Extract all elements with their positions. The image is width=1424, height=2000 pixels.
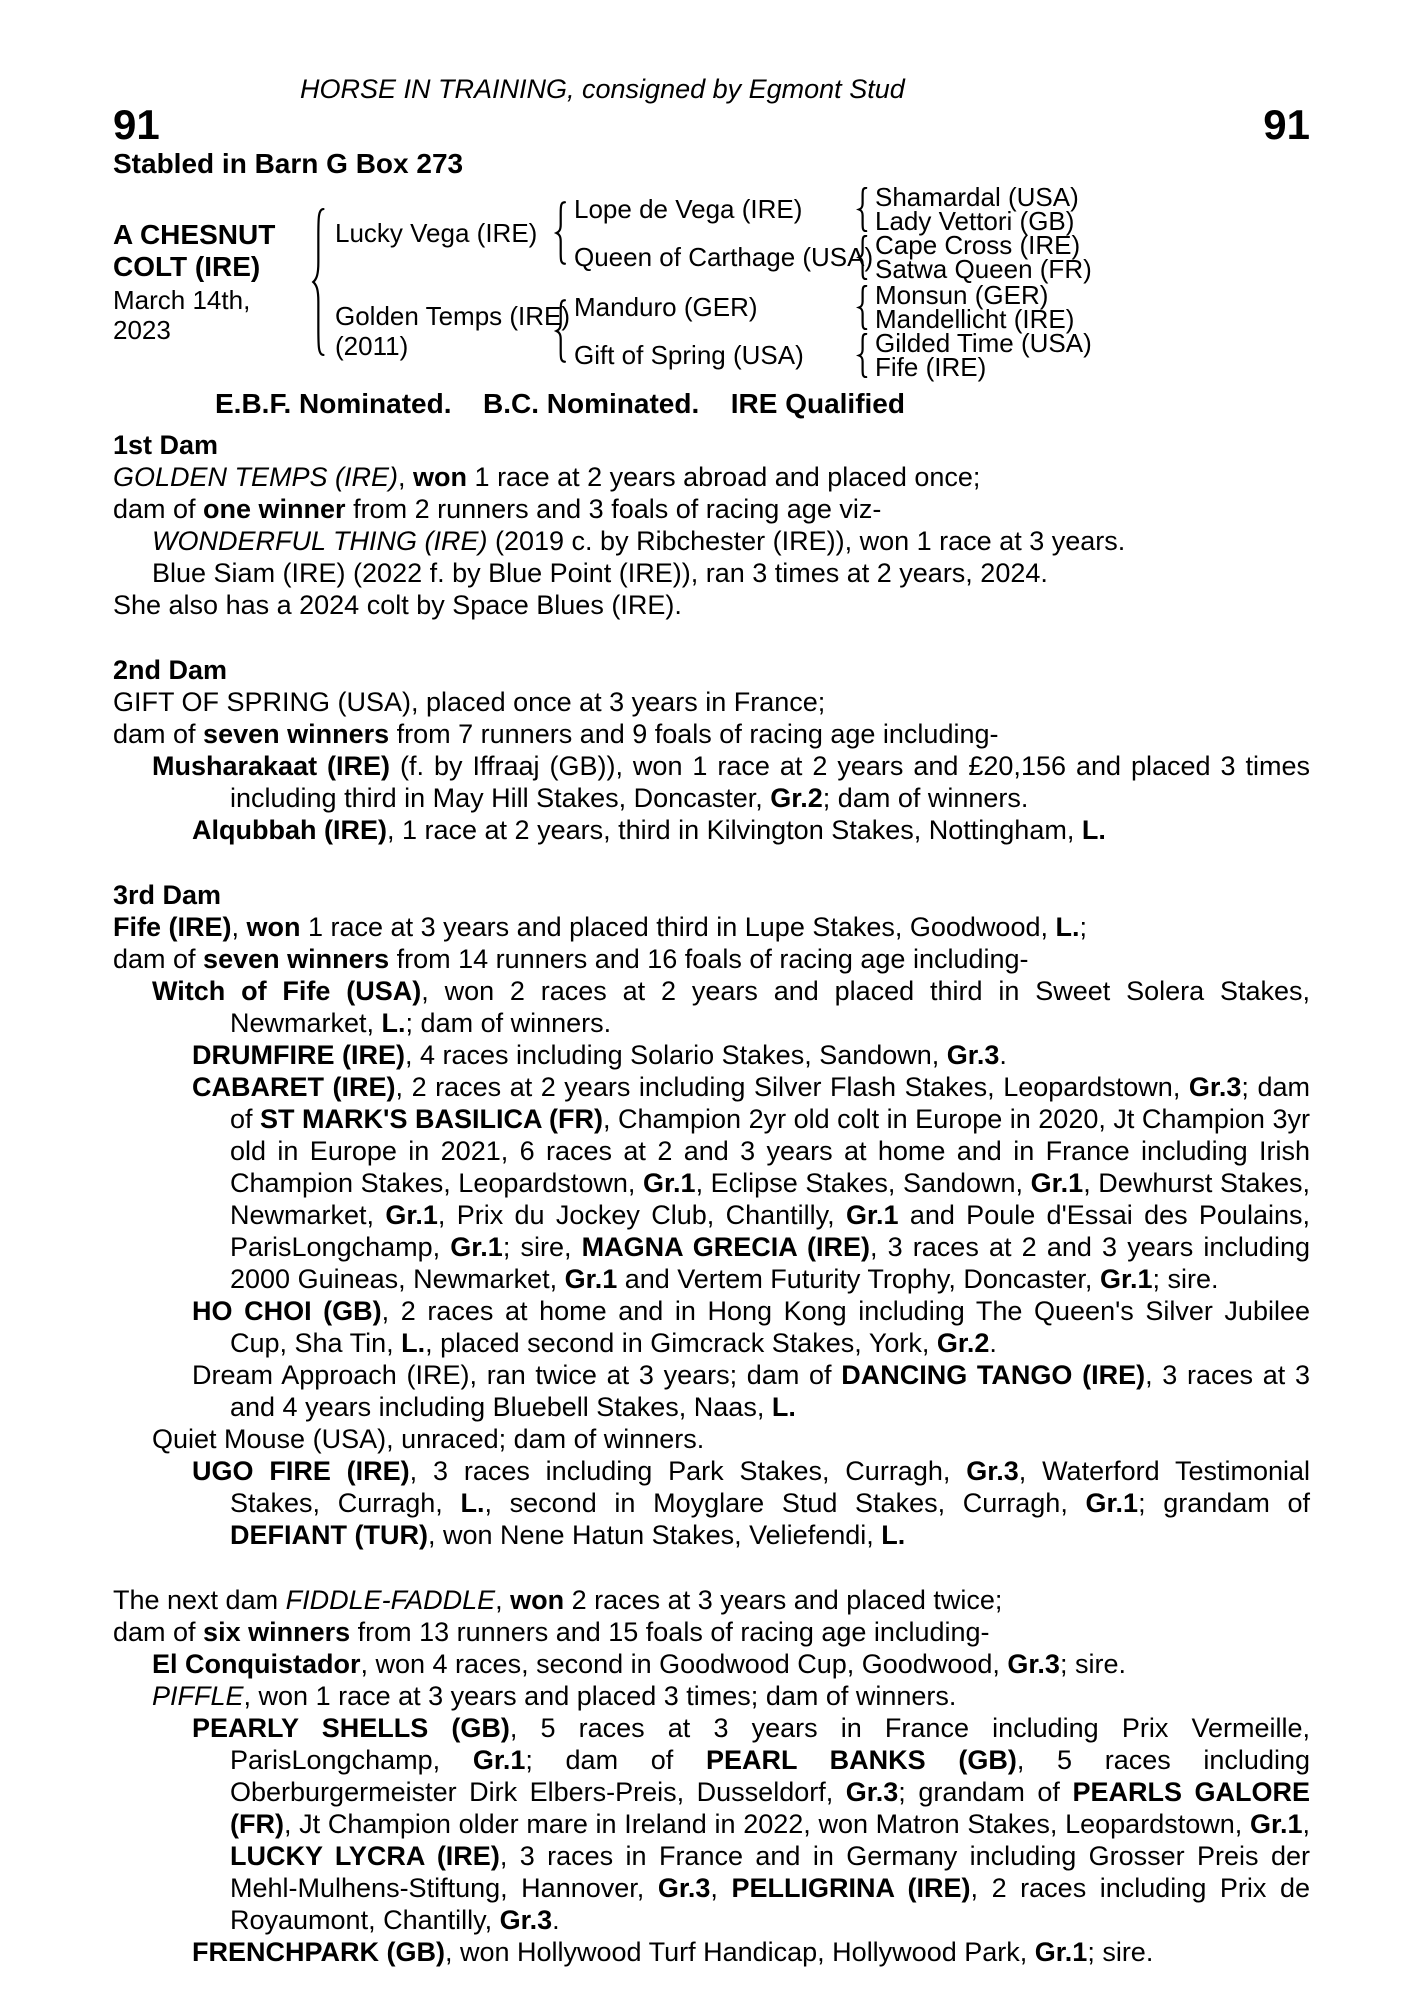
text-segment: , 3 races in France and in Germany including Grosser Preis der Mehl-Mulhens-Stiftung, Hannover, — [230, 1841, 1310, 1903]
ebf-nomination: E.B.F. Nominated. — [215, 388, 452, 419]
text-segment: Gr.1 — [643, 1168, 696, 1198]
text-segment: PIFFLE — [152, 1681, 244, 1711]
text-segment: PEARLS GALORE (FR) — [230, 1777, 1310, 1839]
text-segment: won — [246, 912, 301, 942]
catalogue-paragraph — [113, 589, 1310, 621]
catalogue-paragraph — [113, 1584, 1310, 1616]
text-segment: Gr.3 — [499, 1905, 553, 1935]
text-segment: FRENCHPARK (GB) — [192, 1937, 445, 1967]
dam-name — [335, 301, 571, 361]
text-segment: won — [510, 1585, 565, 1615]
text-segment: L. — [881, 1520, 906, 1550]
brace-icon — [856, 333, 868, 378]
text-segment: Gr.1 — [1249, 1809, 1303, 1839]
text-segment: , won 2 races at 2 years and placed third in Sweet Solera Stakes, Newmarket, — [230, 976, 1310, 1038]
text-segment: dam of — [113, 1617, 204, 1647]
text-segment: HO CHOI (GB) — [192, 1296, 382, 1326]
dam-section — [113, 879, 1310, 1551]
text-segment: L. — [1081, 815, 1106, 845]
bc-nomination: B.C. Nominated. — [482, 388, 700, 419]
catalogue-paragraph — [113, 911, 1310, 943]
text-segment: , — [710, 1873, 732, 1903]
catalogue-paragraph — [113, 686, 1310, 718]
text-segment: Dream Approach (IRE), ran twice at 3 years; dam of — [192, 1360, 842, 1390]
text-segment: DEFIANT (TUR) — [230, 1520, 428, 1550]
text-segment: Witch of Fife (USA) — [152, 976, 422, 1006]
paternal-grandsire-branch — [574, 182, 1092, 236]
text-segment: PELLIGRINA (IRE) — [731, 1873, 971, 1903]
sire-name: Lucky Vega (IRE) — [335, 218, 538, 248]
text-segment: 1 race at 3 years and placed third in Lupe Stakes, Goodwood, — [300, 912, 1056, 942]
text-segment: , won 4 races, second in Goodwood Cup, Goodwood, — [360, 1649, 1008, 1679]
catalogue-paragraph — [113, 1423, 1310, 1455]
text-segment: GIFT OF SPRING (USA), placed once at 3 years in France; — [113, 687, 826, 717]
catalogue-paragraph — [113, 1359, 1310, 1423]
text-segment: ; dam of winners. — [405, 1008, 612, 1038]
text-segment: L. — [1055, 912, 1080, 942]
text-segment: She also has a 2024 colt by Space Blues (IRE). — [113, 590, 682, 620]
text-segment: ; dam of winners. — [822, 783, 1029, 813]
text-segment: Gr.1 — [450, 1232, 503, 1262]
subject-foaling-date: March 14th, 2023 — [113, 285, 251, 345]
text-segment: Gr.1 — [1099, 1264, 1153, 1294]
great-granddam-name: Lady Vettori (GB) — [875, 206, 1075, 236]
text-segment: Gr.1 — [1085, 1488, 1139, 1518]
great-grandsire-name: Shamardal (USA) — [875, 182, 1079, 212]
dam-section-heading: 1st Dam — [113, 430, 219, 460]
text-segment: , won Nene Hatun Stakes, Veliefendi, — [427, 1520, 882, 1550]
text-segment: ST MARK'S BASILICA (FR) — [260, 1104, 603, 1134]
paternal-granddam-branch — [574, 230, 1092, 284]
text-segment: ; dam of — [525, 1745, 706, 1775]
text-segment: 1 race at 2 years abroad and placed once; — [467, 462, 981, 492]
catalogue-paragraph — [113, 525, 1310, 557]
text-segment: DANCING TANGO (IRE) — [841, 1360, 1146, 1390]
text-segment: Alqubbah (IRE) — [192, 815, 387, 845]
subject-name — [113, 219, 309, 283]
text-segment: , placed second in Gimcrack Stakes, York, — [425, 1328, 937, 1358]
text-segment: . — [999, 1040, 1007, 1070]
text-segment: L. — [401, 1328, 426, 1358]
text-segment: Gr.3 — [946, 1040, 1000, 1070]
text-segment: won — [413, 462, 468, 492]
pedigree-table — [113, 182, 1310, 382]
catalogue-paragraph — [113, 1071, 1310, 1295]
catalogue-paragraph — [113, 750, 1310, 814]
brace-icon — [856, 187, 868, 232]
text-segment: L. — [460, 1488, 485, 1518]
dam-parents — [574, 280, 1092, 382]
text-segment: Gr.3 — [845, 1777, 899, 1807]
sire-parents — [574, 182, 1092, 284]
consignment-title: HORSE IN TRAINING, consigned by Egmont Stud — [300, 74, 905, 104]
dam-section — [113, 654, 1310, 846]
subject-name-line1: A CHESNUT — [113, 219, 276, 250]
text-segment: , — [1302, 1809, 1310, 1839]
text-segment: ; sire. — [1087, 1937, 1154, 1967]
catalogue-paragraph — [113, 557, 1310, 589]
catalogue-paragraph — [113, 1295, 1310, 1359]
text-segment: GOLDEN TEMPS (IRE) — [113, 462, 399, 492]
stabling-location: Stabled in Barn G Box 273 — [113, 148, 464, 179]
text-segment: El Conquistador — [152, 1649, 361, 1679]
text-segment: WONDERFUL THING (IRE) — [152, 526, 488, 556]
text-segment: , 1 race at 2 years, third in Kilvington Stakes, Nottingham, — [386, 815, 1082, 845]
paternal-granddam-name: Queen of Carthage (USA) — [574, 241, 874, 272]
brace-icon — [856, 235, 868, 280]
text-segment: LUCKY LYCRA (IRE) — [230, 1841, 500, 1871]
text-segment: FIDDLE-FADDLE — [285, 1585, 496, 1615]
great-grandparents — [875, 230, 1092, 284]
subject-horse — [113, 219, 309, 345]
text-segment: UGO FIRE (IRE) — [192, 1456, 410, 1486]
text-segment: Gr.3 — [1188, 1072, 1242, 1102]
great-grandparents — [875, 280, 1075, 334]
catalogue-paragraph — [113, 1680, 1310, 1712]
subject-name-line2: COLT (IRE) — [113, 251, 261, 282]
text-segment: seven winners — [203, 944, 390, 974]
text-segment: from 2 runners and 3 foals of racing age viz- — [345, 494, 882, 524]
great-granddam-name: Fife (IRE) — [875, 352, 987, 382]
text-segment: ; dam of — [230, 1072, 1310, 1134]
text-segment: Gr.1 — [845, 1200, 899, 1230]
catalogue-paragraph — [113, 1616, 1310, 1648]
text-segment: , 2 races at 2 years including Silver Flash Stakes, Leopardstown, — [395, 1072, 1189, 1102]
text-segment: one winner — [203, 494, 346, 524]
text-segment: (2019 c. by Ribchester (IRE)), won 1 race at 3 years. — [487, 526, 1126, 556]
great-grandsire-name: Cape Cross (IRE) — [875, 230, 1081, 260]
text-segment: Gr.1 — [472, 1745, 526, 1775]
catalogue-paragraph — [113, 814, 1310, 846]
text-segment: ; grandam of — [898, 1777, 1073, 1807]
catalogue-paragraph — [113, 1936, 1310, 1968]
dam-section-heading: 3rd Dam — [113, 880, 222, 910]
text-segment: . — [552, 1905, 560, 1935]
catalogue-paragraph — [113, 1039, 1310, 1071]
dam-branch — [335, 280, 1092, 382]
dam-name-text: Golden Temps (IRE) — [335, 301, 571, 331]
text-segment: The next dam — [113, 1585, 286, 1615]
text-segment: , won 1 race at 3 years and placed 3 times; dam of winners. — [243, 1681, 957, 1711]
dam-foaling-year: (2011) — [335, 331, 409, 361]
sire-branch — [335, 182, 1092, 284]
text-segment: . — [989, 1328, 997, 1358]
text-segment: , 2 races at home and in Hong Kong including The Queen's Silver Jubilee Cup, Sha Tin, — [230, 1296, 1310, 1358]
text-segment: , Dewhurst Stakes, Newmarket, — [230, 1168, 1310, 1230]
text-segment: Blue Siam (IRE) (2022 f. by Blue Point (IRE)), ran 3 times at 2 years, 2024. — [152, 558, 1048, 588]
great-grandparents — [875, 328, 1092, 382]
text-segment: (f. by Iffraaj (GB)), won 1 race at 2 years and £20,156 and placed 3 times including third in May Hill Stakes, Doncaster, — [230, 751, 1310, 813]
great-grandsire-name: Gilded Time (USA) — [875, 328, 1092, 358]
text-segment: Gr.1 — [1034, 1937, 1088, 1967]
text-segment: , 3 races at 3 and 4 years including Bluebell Stakes, Naas, — [230, 1360, 1310, 1422]
dam-section — [113, 1584, 1310, 1968]
text-segment: dam of — [113, 494, 204, 524]
text-segment: Gr.3 — [657, 1873, 711, 1903]
text-segment: 2 races at 3 years and placed twice; — [564, 1585, 1003, 1615]
text-segment: six winners — [203, 1617, 351, 1647]
brace-icon — [553, 299, 567, 363]
text-segment: seven winners — [203, 719, 390, 749]
brace-icon — [309, 206, 326, 358]
maternal-grandsire-name: Manduro (GER) — [574, 291, 758, 322]
text-segment: Gr.3 — [966, 1456, 1019, 1486]
text-segment: Gr.2 — [936, 1328, 990, 1358]
text-segment: , — [495, 1585, 511, 1615]
maternal-grandsire-branch — [574, 280, 1092, 334]
text-segment: ; sire. — [1152, 1264, 1219, 1294]
text-segment: Quiet Mouse (USA), unraced; dam of winners. — [152, 1424, 705, 1454]
text-segment: from 13 runners and 15 foals of racing age including- — [350, 1617, 990, 1647]
catalogue-paragraph — [113, 943, 1310, 975]
text-segment: and Poule d'Essai des Poulains, ParisLongchamp, — [230, 1200, 1310, 1262]
text-segment: , second in Moyglare Stud Stakes, Curragh, — [484, 1488, 1086, 1518]
text-segment: and Vertem Futurity Trophy, Doncaster, — [617, 1264, 1100, 1294]
text-segment: PEARLY SHELLS (GB) — [192, 1713, 510, 1743]
text-segment: from 14 runners and 16 foals of racing age including- — [389, 944, 1029, 974]
text-segment: , 4 races including Solario Stakes, Sandown, — [404, 1040, 947, 1070]
dam-sections — [113, 429, 1310, 1968]
text-segment: , Eclipse Stakes, Sandown, — [695, 1168, 1031, 1198]
text-segment: MAGNA GRECIA (IRE) — [581, 1232, 870, 1262]
text-segment: from 7 runners and 9 foals of racing age including- — [389, 719, 999, 749]
text-segment: , 3 races at 2 and 3 years including 2000 Guineas, Newmarket, — [230, 1232, 1310, 1294]
text-segment: , — [398, 462, 414, 492]
text-segment: CABARET (IRE) — [192, 1072, 396, 1102]
maternal-granddam-branch — [574, 328, 1092, 382]
catalogue-paragraph — [113, 493, 1310, 525]
text-segment: ; sire. — [1059, 1649, 1126, 1679]
text-segment: , 5 races including Oberburgermeister Dirk Elbers-Preis, Dusseldorf, — [230, 1745, 1310, 1807]
text-segment: , 3 races including Park Stakes, Curragh, — [409, 1456, 967, 1486]
nominations-row — [215, 389, 905, 419]
text-segment: Gr.2 — [770, 783, 823, 813]
brace-icon — [553, 201, 567, 265]
text-segment: , Prix du Jockey Club, Chantilly, — [437, 1200, 846, 1230]
text-segment: Gr.1 — [564, 1264, 618, 1294]
maternal-granddam-name: Gift of Spring (USA) — [574, 339, 804, 370]
text-segment: Fife (IRE) — [113, 912, 232, 942]
catalogue-paragraph — [113, 975, 1310, 1039]
text-segment: , 5 races at 3 years in France including Prix Vermeille, ParisLongchamp, — [230, 1713, 1311, 1775]
great-granddam-name: Mandellicht (IRE) — [875, 304, 1075, 334]
great-granddam-name: Satwa Queen (FR) — [875, 254, 1092, 284]
great-grandsire-name: Monsun (GER) — [875, 280, 1049, 310]
dam-section-heading: 2nd Dam — [113, 655, 228, 685]
text-segment: , — [231, 912, 247, 942]
text-segment: Musharakaat (IRE) — [152, 751, 391, 781]
text-segment: , Champion 2yr old colt in Europe in 2020, Jt Champion 3yr old in Europe in 2021, 6 races at 2 and 3 years at home and in France including Irish Champion Stakes, Leopardstown, — [230, 1104, 1310, 1198]
text-segment: dam of — [113, 944, 204, 974]
text-segment: ; sire, — [502, 1232, 582, 1262]
lot-number-row — [113, 101, 1310, 148]
text-segment: ; grandam of — [1138, 1488, 1311, 1518]
text-segment: Gr.1 — [1030, 1168, 1084, 1198]
text-segment: DRUMFIRE (IRE) — [192, 1040, 405, 1070]
text-segment: Gr.1 — [385, 1200, 438, 1230]
text-segment: , Jt Champion older mare in Ireland in 2022, won Matron Stakes, Leopardstown, — [283, 1809, 1250, 1839]
catalogue-paragraph — [113, 1648, 1310, 1680]
catalogue-paragraph — [113, 1712, 1310, 1936]
text-segment: PEARL BANKS (GB) — [705, 1745, 1017, 1775]
catalogue-paragraph — [113, 718, 1310, 750]
text-segment: , 2 races including Prix de Royaumont, Chantilly, — [230, 1873, 1310, 1935]
dam-section — [113, 429, 1310, 621]
text-segment: L. — [771, 1392, 796, 1422]
text-segment: , won Hollywood Turf Handicap, Hollywood Park, — [444, 1937, 1035, 1967]
text-segment: , Waterford Testimonial Stakes, Curragh, — [230, 1456, 1310, 1518]
text-segment: dam of — [113, 719, 204, 749]
text-segment: L. — [381, 1008, 406, 1038]
pedigree-gen1-column — [335, 182, 1092, 382]
paternal-grandsire-name: Lope de Vega (IRE) — [574, 193, 803, 224]
great-grandparents — [875, 182, 1079, 236]
text-segment: Gr.3 — [1007, 1649, 1060, 1679]
lot-number-left: 91 — [113, 101, 160, 148]
text-segment: ; — [1079, 912, 1088, 942]
catalogue-paragraph — [113, 461, 1310, 493]
brace-icon — [856, 285, 868, 330]
ire-qualification: IRE Qualified — [730, 388, 905, 419]
lot-number-right: 91 — [1263, 101, 1310, 148]
catalogue-paragraph — [113, 1455, 1310, 1551]
